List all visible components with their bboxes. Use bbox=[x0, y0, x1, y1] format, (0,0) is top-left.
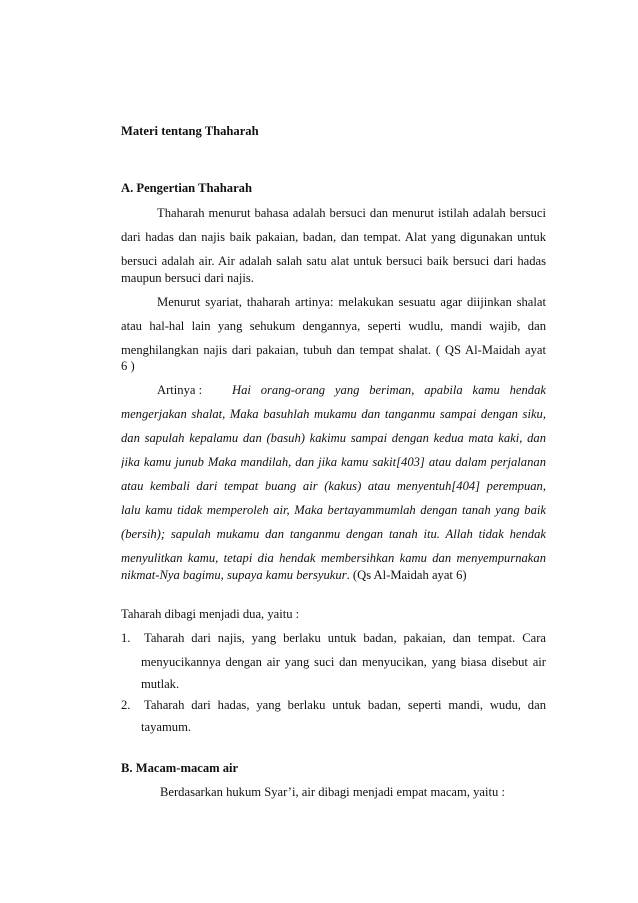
translation-line: atau kembali dari tempat buang air (kakus) atau menyentuh[404] perempuan, bbox=[121, 479, 546, 493]
list-item-line: Taharah dari najis, yang berlaku untuk badan, pakaian, dan tempat. Cara bbox=[144, 631, 546, 645]
list-item-line: mutlak. bbox=[141, 677, 180, 691]
paragraph-line: Menurut syariat, thaharah artinya: melakukan sesuatu agar diijinkan shalat bbox=[157, 295, 546, 309]
paragraph-line: Berdasarkan hukum Syar’i, air dibagi menjadi empat macam, yaitu : bbox=[160, 785, 505, 799]
paragraph-line: 6 ) bbox=[121, 359, 135, 373]
list-item-number: 1. bbox=[121, 631, 131, 645]
list-item-line: menyucikannya dengan air yang suci dan menyucikan, yang biasa disebut air bbox=[141, 655, 546, 669]
paragraph-line: menghilangkan najis dari pakaian, tubuh dan tempat shalat. ( QS Al-Maidah ayat bbox=[121, 343, 546, 357]
section-a-heading: A. Pengertian Thaharah bbox=[121, 181, 252, 195]
translation-line: (bersih); sapulah mukamu dan tanganmu dengan tanah itu. Allah tidak hendak bbox=[121, 527, 546, 541]
list-item-number: 2. bbox=[121, 698, 131, 712]
verse-citation: . (Qs Al-Maidah ayat 6) bbox=[346, 568, 467, 582]
paragraph-line: dari hadas dan najis baik pakaian, badan, dan tempat. Alat yang digunakan untuk bbox=[121, 230, 546, 244]
translation-last-italic: nikmat-Nya bagimu, supaya kamu bersyukur bbox=[121, 568, 347, 582]
translation-line: mengerjakan shalat, Maka basuhlah mukamu dan tanganmu sampai dengan siku, bbox=[121, 407, 546, 421]
translation-lead: Artinya : bbox=[157, 383, 203, 397]
paragraph-line: maupun bersuci dari najis. bbox=[121, 271, 254, 285]
translation-line: menyulitkan kamu, tetapi dia hendak membersihkan kamu dan menyempurnakan bbox=[121, 551, 546, 565]
translation-line: Hai orang-orang yang beriman, apabila kamu hendak bbox=[232, 383, 546, 397]
translation-line: lalu kamu tidak memperoleh air, Maka bertayammumlah dengan tanah yang baik bbox=[121, 503, 546, 517]
paragraph-line: atau hal-hal lain yang sehukum dengannya, seperti wudlu, mandi wajib, dan bbox=[121, 319, 546, 333]
list-item-line: tayamum. bbox=[141, 720, 192, 734]
paragraph-line: bersuci adalah air. Air adalah salah satu alat untuk bersuci baik bersuci dari hadas bbox=[121, 254, 546, 268]
section-b-heading: B. Macam-macam air bbox=[121, 761, 239, 775]
document-title: Materi tentang Thaharah bbox=[121, 124, 259, 138]
translation-line: dan sapulah kepalamu dan (basuh) kakimu sampai dengan kedua mata kaki, dan bbox=[121, 431, 546, 445]
division-intro: Taharah dibagi menjadi dua, yaitu : bbox=[121, 607, 300, 621]
translation-line: jika kamu junub Maka mandilah, dan jika kamu sakit[403] atau dalam perjalanan bbox=[121, 455, 546, 469]
paragraph-line: Thaharah menurut bahasa adalah bersuci dan menurut istilah adalah bersuci bbox=[157, 206, 546, 220]
translation-last-line bbox=[121, 567, 546, 583]
list-item-line: Taharah dari hadas, yang berlaku untuk badan, seperti mandi, wudu, dan bbox=[144, 698, 546, 712]
